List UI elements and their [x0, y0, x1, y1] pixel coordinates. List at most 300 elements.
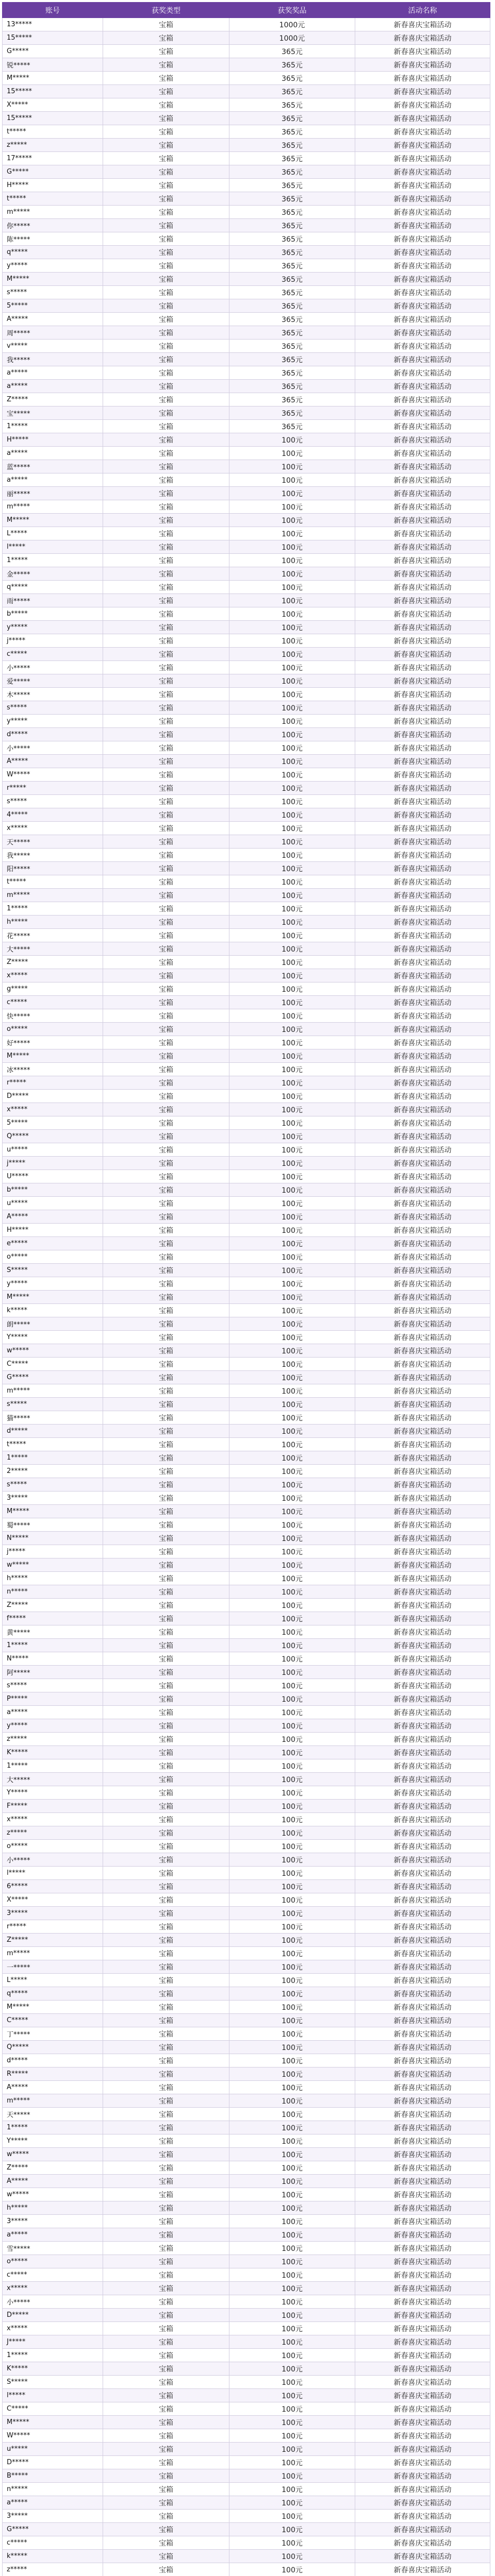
table-row [3, 2228, 490, 2242]
table-row [3, 674, 490, 688]
prize-cell: 100元 [229, 1411, 355, 1425]
prize-cell: 100元 [229, 554, 355, 567]
account-cell: 蜀***** [3, 1518, 103, 1532]
account-cell: u***** [3, 1197, 103, 1210]
account-cell: D***** [3, 2309, 103, 2322]
account-cell: c***** [3, 2268, 103, 2282]
prize-cell: 100元 [229, 782, 355, 795]
type-cell: 宝箱 [103, 2027, 229, 2041]
type-cell: 宝箱 [103, 2456, 229, 2469]
event-cell: 新春喜庆宝箱活动 [355, 862, 490, 875]
prize-cell: 365元 [229, 406, 355, 420]
table-row [3, 2563, 490, 2576]
account-cell: M***** [3, 2001, 103, 2014]
account-cell: 朗***** [3, 1317, 103, 1331]
type-cell: 宝箱 [103, 1987, 229, 2001]
table-row [3, 1612, 490, 1625]
account-cell: 阳***** [3, 862, 103, 875]
account-cell: K***** [3, 1746, 103, 1759]
type-cell: 宝箱 [103, 1183, 229, 1197]
type-cell: 宝箱 [103, 1116, 229, 1130]
table-row [3, 835, 490, 849]
prize-cell: 100元 [229, 1090, 355, 1103]
prize-cell: 100元 [229, 1759, 355, 1773]
event-cell: 新春喜庆宝箱活动 [355, 2496, 490, 2510]
account-cell: 陈***** [3, 232, 103, 246]
account-cell: e***** [3, 1237, 103, 1250]
type-cell: 宝箱 [103, 2335, 229, 2349]
table-row [3, 1813, 490, 1826]
event-cell: 新春喜庆宝箱活动 [355, 2215, 490, 2228]
account-cell: 爱***** [3, 674, 103, 688]
type-cell: 宝箱 [103, 326, 229, 340]
event-cell: 新春喜庆宝箱活动 [355, 1786, 490, 1800]
account-cell: a***** [3, 2496, 103, 2510]
table-row [3, 45, 490, 58]
account-cell: f***** [3, 1612, 103, 1625]
type-cell: 宝箱 [103, 139, 229, 152]
header-type: 获奖类型 [103, 3, 229, 18]
prize-cell: 100元 [229, 1733, 355, 1746]
event-cell: 新春喜庆宝箱活动 [355, 152, 490, 165]
event-cell: 新春喜庆宝箱活动 [355, 822, 490, 835]
prize-cell: 100元 [229, 1116, 355, 1130]
type-cell: 宝箱 [103, 299, 229, 313]
event-cell: 新春喜庆宝箱活动 [355, 2322, 490, 2335]
table-row [3, 112, 490, 125]
table-row [3, 406, 490, 420]
event-cell: 新春喜庆宝箱活动 [355, 2175, 490, 2188]
event-cell: 新春喜庆宝箱活动 [355, 206, 490, 219]
account-cell: 大***** [3, 942, 103, 956]
prize-cell: 100元 [229, 916, 355, 929]
type-cell: 宝箱 [103, 2443, 229, 2456]
event-cell: 新春喜庆宝箱活动 [355, 1719, 490, 1733]
type-cell: 宝箱 [103, 1264, 229, 1277]
prize-cell: 100元 [229, 2001, 355, 2014]
account-cell: 黄***** [3, 1625, 103, 1639]
table-row [3, 2322, 490, 2335]
table-row [3, 567, 490, 581]
event-cell: 新春喜庆宝箱活动 [355, 2121, 490, 2134]
account-cell: b***** [3, 1183, 103, 1197]
winners-table [2, 2, 490, 2576]
account-cell: C***** [3, 1358, 103, 1371]
account-cell: U***** [3, 1170, 103, 1183]
type-cell: 宝箱 [103, 1558, 229, 1572]
type-cell: 宝箱 [103, 1130, 229, 1143]
account-cell: x***** [3, 822, 103, 835]
account-cell: q***** [3, 1987, 103, 2001]
type-cell: 宝箱 [103, 822, 229, 835]
type-cell: 宝箱 [103, 607, 229, 621]
table-row [3, 2429, 490, 2443]
table-row [3, 768, 490, 782]
event-cell: 新春喜庆宝箱活动 [355, 1277, 490, 1291]
prize-cell: 365元 [229, 85, 355, 98]
table-row [3, 2536, 490, 2550]
prize-cell: 100元 [229, 594, 355, 607]
account-cell: b***** [3, 607, 103, 621]
event-cell: 新春喜庆宝箱活动 [355, 2255, 490, 2268]
event-cell: 新春喜庆宝箱活动 [355, 1505, 490, 1518]
table-row [3, 2282, 490, 2295]
type-cell: 宝箱 [103, 2001, 229, 2014]
prize-cell: 100元 [229, 460, 355, 473]
account-cell: X***** [3, 98, 103, 112]
table-row [3, 2201, 490, 2215]
account-cell: s***** [3, 1398, 103, 1411]
type-cell: 宝箱 [103, 1706, 229, 1719]
type-cell: 宝箱 [103, 1652, 229, 1666]
type-cell: 宝箱 [103, 2536, 229, 2550]
prize-cell: 100元 [229, 1009, 355, 1023]
type-cell: 宝箱 [103, 1344, 229, 1358]
event-cell: 新春喜庆宝箱活动 [355, 956, 490, 969]
event-cell: 新春喜庆宝箱活动 [355, 540, 490, 554]
account-cell: 丽***** [3, 487, 103, 500]
type-cell: 宝箱 [103, 2014, 229, 2027]
event-cell: 新春喜庆宝箱活动 [355, 728, 490, 741]
type-cell: 宝箱 [103, 2268, 229, 2282]
prize-cell: 100元 [229, 1813, 355, 1826]
type-cell: 宝箱 [103, 1974, 229, 1987]
type-cell: 宝箱 [103, 634, 229, 648]
prize-cell: 100元 [229, 2550, 355, 2563]
type-cell: 宝箱 [103, 2563, 229, 2576]
prize-cell: 100元 [229, 808, 355, 822]
account-cell: 6***** [3, 1880, 103, 1893]
type-cell: 宝箱 [103, 1826, 229, 1840]
prize-cell: 100元 [229, 1773, 355, 1786]
prize-cell: 100元 [229, 1277, 355, 1291]
prize-cell: 100元 [229, 2228, 355, 2242]
type-cell: 宝箱 [103, 835, 229, 849]
prize-cell: 100元 [229, 2523, 355, 2536]
account-cell: x***** [3, 2322, 103, 2335]
table-row [3, 2148, 490, 2161]
prize-cell: 365元 [229, 192, 355, 206]
prize-cell: 100元 [229, 581, 355, 594]
prize-cell: 100元 [229, 755, 355, 768]
type-cell: 宝箱 [103, 179, 229, 192]
account-cell: A***** [3, 755, 103, 768]
type-cell: 宝箱 [103, 1625, 229, 1639]
type-cell: 宝箱 [103, 286, 229, 299]
prize-cell: 100元 [229, 728, 355, 741]
account-cell: R***** [3, 2067, 103, 2081]
event-cell: 新春喜庆宝箱活动 [355, 246, 490, 259]
type-cell: 宝箱 [103, 1786, 229, 1800]
type-cell: 宝箱 [103, 2362, 229, 2376]
prize-cell: 100元 [229, 1558, 355, 1572]
table-row [3, 1505, 490, 1518]
table-row [3, 982, 490, 996]
account-cell: 小***** [3, 741, 103, 755]
event-cell: 新春喜庆宝箱活动 [355, 701, 490, 715]
event-cell: 新春喜庆宝箱活动 [355, 1974, 490, 1987]
table-row [3, 273, 490, 286]
prize-cell: 100元 [229, 661, 355, 674]
type-cell: 宝箱 [103, 219, 229, 232]
prize-cell: 100元 [229, 942, 355, 956]
prize-cell: 100元 [229, 2536, 355, 2550]
account-cell: W***** [3, 768, 103, 782]
event-cell: 新春喜庆宝箱活动 [355, 916, 490, 929]
prize-cell: 100元 [229, 2054, 355, 2067]
table-row [3, 420, 490, 433]
event-cell: 新春喜庆宝箱活动 [355, 2349, 490, 2362]
account-cell: 丁***** [3, 2027, 103, 2041]
account-cell: 蓝***** [3, 460, 103, 473]
account-cell: m***** [3, 500, 103, 514]
prize-cell: 100元 [229, 540, 355, 554]
table-row [3, 58, 490, 72]
prize-cell: 365元 [229, 206, 355, 219]
type-cell: 宝箱 [103, 2349, 229, 2362]
header-account: 账号 [3, 3, 103, 18]
type-cell: 宝箱 [103, 1438, 229, 1451]
event-cell: 新春喜庆宝箱活动 [355, 1706, 490, 1719]
prize-cell: 100元 [229, 1800, 355, 1813]
event-cell: 新春喜庆宝箱活动 [355, 2081, 490, 2094]
table-row [3, 1786, 490, 1800]
type-cell: 宝箱 [103, 1076, 229, 1090]
type-cell: 宝箱 [103, 2228, 229, 2242]
table-row [3, 648, 490, 661]
table-row [3, 2175, 490, 2188]
type-cell: 宝箱 [103, 2510, 229, 2523]
type-cell: 宝箱 [103, 393, 229, 406]
account-cell: K***** [3, 2362, 103, 2376]
event-cell: 新春喜庆宝箱活动 [355, 1250, 490, 1264]
table-row [3, 942, 490, 956]
table-row [3, 634, 490, 648]
prize-cell: 100元 [229, 2456, 355, 2469]
account-cell: Z***** [3, 2161, 103, 2175]
table-row [3, 1853, 490, 1867]
prize-cell: 100元 [229, 1612, 355, 1625]
type-cell: 宝箱 [103, 715, 229, 728]
account-cell: M***** [3, 1049, 103, 1063]
account-cell: H***** [3, 433, 103, 447]
table-row [3, 2349, 490, 2362]
prize-cell: 100元 [229, 1585, 355, 1599]
table-row [3, 192, 490, 206]
event-cell: 新春喜庆宝箱活动 [355, 232, 490, 246]
event-cell: 新春喜庆宝箱活动 [355, 996, 490, 1009]
event-cell: 新春喜庆宝箱活动 [355, 2469, 490, 2483]
prize-cell: 100元 [229, 1947, 355, 1960]
table-row [3, 18, 490, 31]
prize-cell: 100元 [229, 2309, 355, 2322]
table-row [3, 1157, 490, 1170]
event-cell: 新春喜庆宝箱活动 [355, 1853, 490, 1867]
event-cell: 新春喜庆宝箱活动 [355, 273, 490, 286]
prize-cell: 365元 [229, 286, 355, 299]
event-cell: 新春喜庆宝箱活动 [355, 621, 490, 634]
event-cell: 新春喜庆宝箱活动 [355, 2563, 490, 2576]
prize-cell: 100元 [229, 2282, 355, 2295]
event-cell: 新春喜庆宝箱活动 [355, 1143, 490, 1157]
account-cell: M***** [3, 1291, 103, 1304]
prize-cell: 100元 [229, 1157, 355, 1170]
prize-cell: 365元 [229, 326, 355, 340]
prize-cell: 100元 [229, 2510, 355, 2523]
table-row [3, 1451, 490, 1465]
type-cell: 宝箱 [103, 2161, 229, 2175]
prize-cell: 365元 [229, 246, 355, 259]
type-cell: 宝箱 [103, 2201, 229, 2215]
account-cell: u***** [3, 2443, 103, 2456]
account-cell: 大***** [3, 1773, 103, 1786]
event-cell: 新春喜庆宝箱活动 [355, 1585, 490, 1599]
account-cell: L***** [3, 527, 103, 540]
prize-cell: 100元 [229, 607, 355, 621]
event-cell: 新春喜庆宝箱活动 [355, 1733, 490, 1746]
type-cell: 宝箱 [103, 1880, 229, 1893]
account-cell: j***** [3, 1157, 103, 1170]
event-cell: 新春喜庆宝箱活动 [355, 340, 490, 353]
type-cell: 宝箱 [103, 1719, 229, 1733]
account-cell: B***** [3, 2469, 103, 2483]
table-row [3, 460, 490, 473]
prize-cell: 100元 [229, 2295, 355, 2309]
prize-cell: 365元 [229, 72, 355, 85]
event-cell: 新春喜庆宝箱活动 [355, 2001, 490, 2014]
account-cell: v***** [3, 340, 103, 353]
table-row [3, 1425, 490, 1438]
table-row [3, 31, 490, 45]
event-cell: 新春喜庆宝箱活动 [355, 889, 490, 902]
event-cell: 新春喜庆宝箱活动 [355, 1130, 490, 1143]
type-cell: 宝箱 [103, 2295, 229, 2309]
type-cell: 宝箱 [103, 1224, 229, 1237]
table-row [3, 2402, 490, 2416]
type-cell: 宝箱 [103, 1733, 229, 1746]
event-cell: 新春喜庆宝箱活动 [355, 1090, 490, 1103]
type-cell: 宝箱 [103, 1250, 229, 1264]
header-prize: 获奖奖品 [229, 3, 355, 18]
prize-cell: 100元 [229, 2362, 355, 2376]
type-cell: 宝箱 [103, 1759, 229, 1773]
prize-cell: 365元 [229, 58, 355, 72]
table-row [3, 1492, 490, 1505]
account-cell: j***** [3, 1545, 103, 1558]
type-cell: 宝箱 [103, 406, 229, 420]
table-row [3, 232, 490, 246]
account-cell: 快***** [3, 1009, 103, 1023]
prize-cell: 100元 [229, 996, 355, 1009]
event-cell: 新春喜庆宝箱活动 [355, 18, 490, 31]
table-row [3, 1666, 490, 1679]
account-cell: 好***** [3, 1036, 103, 1049]
type-cell: 宝箱 [103, 554, 229, 567]
type-cell: 宝箱 [103, 1036, 229, 1049]
event-cell: 新春喜庆宝箱活动 [355, 1425, 490, 1438]
type-cell: 宝箱 [103, 2108, 229, 2121]
account-cell: x***** [3, 969, 103, 982]
table-row [3, 447, 490, 460]
event-cell: 新春喜庆宝箱活动 [355, 1947, 490, 1960]
event-cell: 新春喜庆宝箱活动 [355, 1492, 490, 1505]
prize-cell: 100元 [229, 2201, 355, 2215]
type-cell: 宝箱 [103, 1103, 229, 1116]
account-cell: 锐***** [3, 58, 103, 72]
prize-cell: 100元 [229, 1023, 355, 1036]
table-row [3, 1478, 490, 1492]
table-row [3, 473, 490, 487]
event-cell: 新春喜庆宝箱活动 [355, 2443, 490, 2456]
prize-cell: 100元 [229, 1518, 355, 1532]
account-cell: 3***** [3, 2215, 103, 2228]
event-cell: 新春喜庆宝箱活动 [355, 2309, 490, 2322]
type-cell: 宝箱 [103, 942, 229, 956]
event-cell: 新春喜庆宝箱活动 [355, 1907, 490, 1920]
table-row [3, 1210, 490, 1224]
type-cell: 宝箱 [103, 1063, 229, 1076]
prize-cell: 100元 [229, 2268, 355, 2282]
event-cell: 新春喜庆宝箱活动 [355, 45, 490, 58]
prize-cell: 100元 [229, 527, 355, 540]
table-row [3, 527, 490, 540]
type-cell: 宝箱 [103, 2121, 229, 2134]
type-cell: 宝箱 [103, 246, 229, 259]
account-cell: a***** [3, 380, 103, 393]
account-cell: s***** [3, 1679, 103, 1692]
event-cell: 新春喜庆宝箱活动 [355, 1304, 490, 1317]
prize-cell: 100元 [229, 447, 355, 460]
account-cell: 1***** [3, 1759, 103, 1773]
prize-cell: 100元 [229, 1987, 355, 2001]
table-row [3, 2456, 490, 2469]
type-cell: 宝箱 [103, 1773, 229, 1786]
prize-cell: 100元 [229, 889, 355, 902]
prize-cell: 100元 [229, 1826, 355, 1840]
type-cell: 宝箱 [103, 1411, 229, 1425]
type-cell: 宝箱 [103, 1947, 229, 1960]
event-cell: 新春喜庆宝箱活动 [355, 1746, 490, 1759]
prize-cell: 365元 [229, 393, 355, 406]
table-row [3, 179, 490, 192]
event-cell: 新春喜庆宝箱活动 [355, 1398, 490, 1411]
account-cell: L***** [3, 1974, 103, 1987]
event-cell: 新春喜庆宝箱活动 [355, 835, 490, 849]
event-cell: 新春喜庆宝箱活动 [355, 648, 490, 661]
event-cell: 新春喜庆宝箱活动 [355, 2242, 490, 2255]
prize-cell: 100元 [229, 2175, 355, 2188]
event-cell: 新春喜庆宝箱活动 [355, 1572, 490, 1585]
account-cell: 冰***** [3, 1063, 103, 1076]
event-cell: 新春喜庆宝箱活动 [355, 1049, 490, 1063]
account-cell: 4***** [3, 808, 103, 822]
type-cell: 宝箱 [103, 916, 229, 929]
table-row [3, 2014, 490, 2027]
type-cell: 宝箱 [103, 2402, 229, 2416]
table-row [3, 1277, 490, 1291]
type-cell: 宝箱 [103, 1853, 229, 1867]
event-cell: 新春喜庆宝箱活动 [355, 1183, 490, 1197]
account-cell: n***** [3, 1585, 103, 1599]
table-row [3, 715, 490, 728]
prize-cell: 100元 [229, 862, 355, 875]
event-cell: 新春喜庆宝箱活动 [355, 2108, 490, 2121]
table-row [3, 514, 490, 527]
type-cell: 宝箱 [103, 112, 229, 125]
event-cell: 新春喜庆宝箱活动 [355, 661, 490, 674]
type-cell: 宝箱 [103, 1599, 229, 1612]
event-cell: 新春喜庆宝箱活动 [355, 607, 490, 621]
